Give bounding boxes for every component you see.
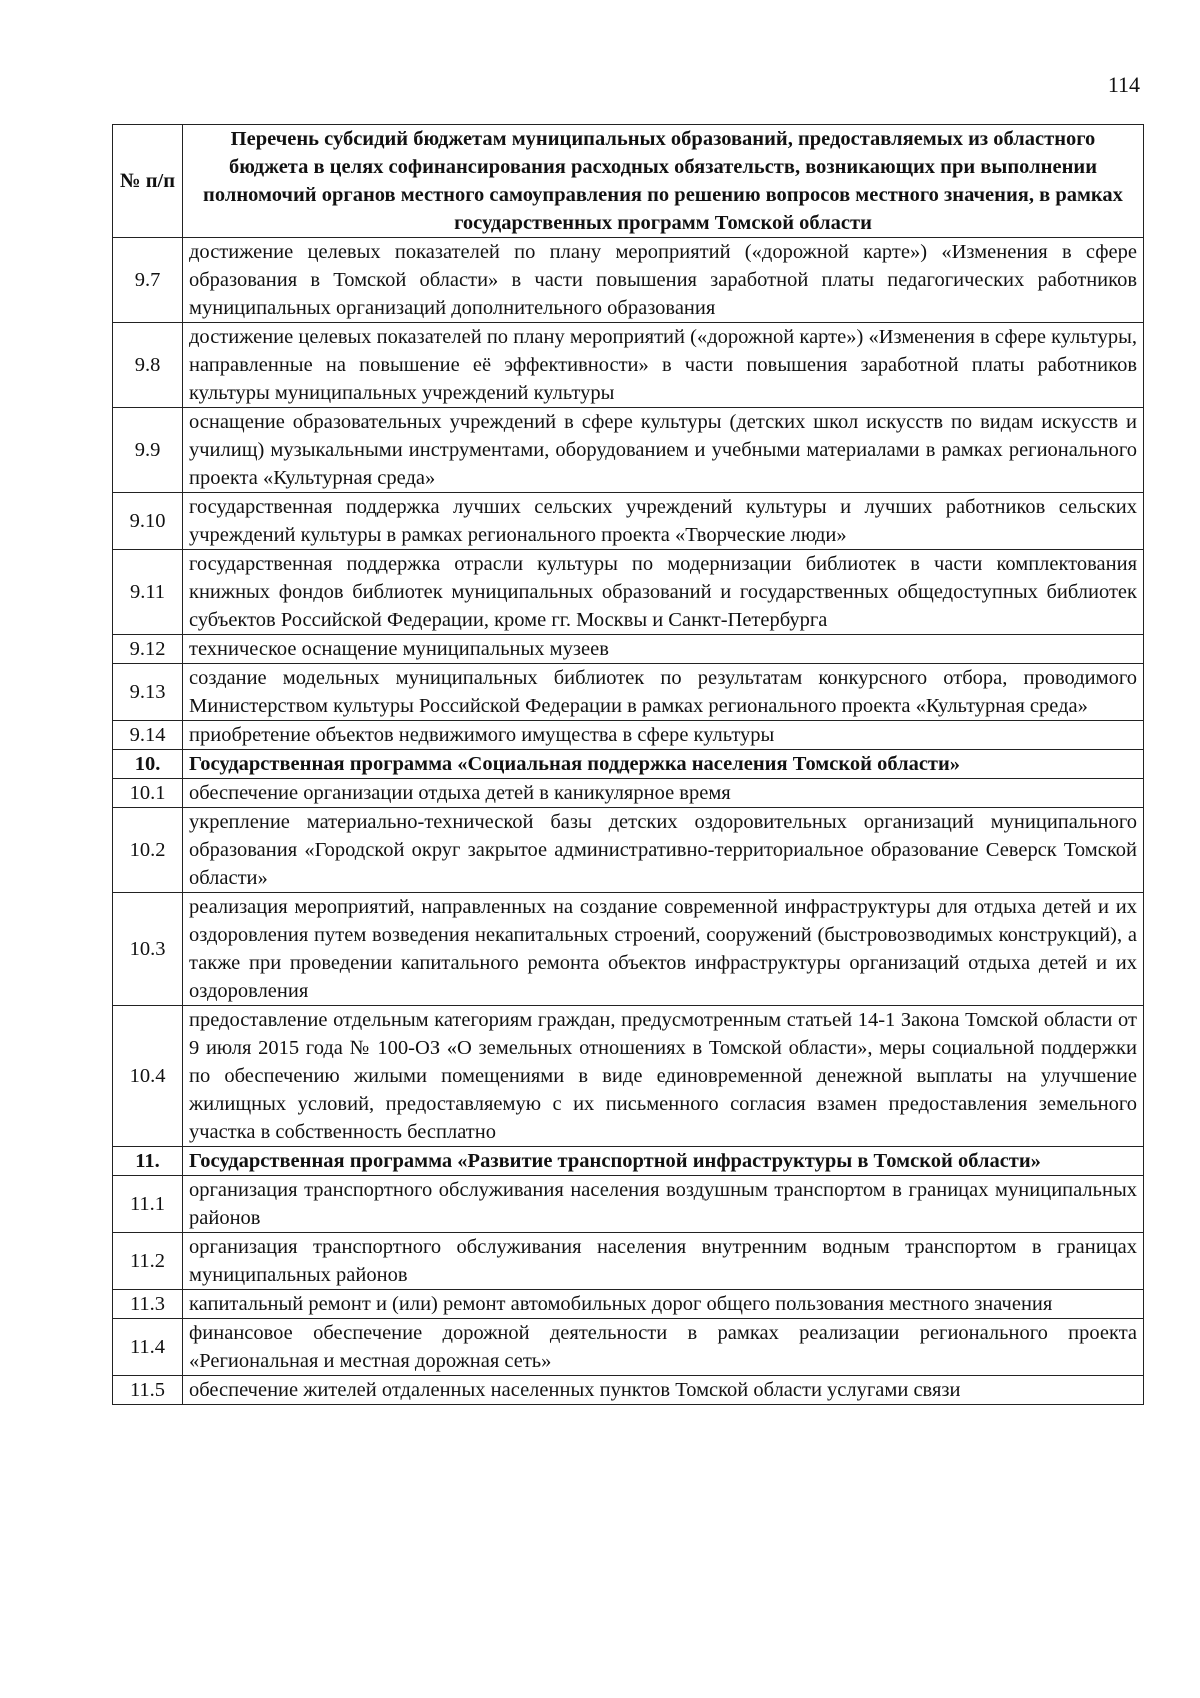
table-row <box>113 1006 1144 1147</box>
table-row <box>113 238 1144 323</box>
subsidies-table <box>112 124 1144 1405</box>
table-row <box>113 550 1144 635</box>
row-number: 9.12 <box>113 635 183 664</box>
row-description: обеспечение жителей отдаленных населенных пунктов Томской области услугами связи <box>183 1376 1144 1405</box>
row-description: укрепление материально-технической базы детских оздоровительных организаций муниципального образования «Городской округ закрытое административно-территориальное образование Северск Томской области» <box>183 808 1144 893</box>
row-number: 10.1 <box>113 779 183 808</box>
row-number: 11.3 <box>113 1290 183 1319</box>
row-description: государственная поддержка лучших сельских учреждений культуры и лучших работников сельских учреждений культуры в рамках регионального проекта «Творческие люди» <box>183 493 1144 550</box>
row-description: организация транспортного обслуживания населения воздушным транспортом в границах муниципальных районов <box>183 1176 1144 1233</box>
row-number: 11.2 <box>113 1233 183 1290</box>
row-number: 9.8 <box>113 323 183 408</box>
row-description: капитальный ремонт и (или) ремонт автомобильных дорог общего пользования местного значения <box>183 1290 1144 1319</box>
row-description: обеспечение организации отдыха детей в каникулярное время <box>183 779 1144 808</box>
row-description: приобретение объектов недвижимого имущества в сфере культуры <box>183 721 1144 750</box>
row-description: организация транспортного обслуживания населения внутренним водным транспортом в границах муниципальных районов <box>183 1233 1144 1290</box>
row-description: достижение целевых показателей по плану мероприятий («дорожной карте») «Изменения в сфере образования в Томской области» в части повышения заработной платы педагогических работников муниципальных организаций дополнительного образования <box>183 238 1144 323</box>
table-body <box>113 238 1144 1405</box>
table-row <box>113 1290 1144 1319</box>
table-row <box>113 664 1144 721</box>
table-row <box>113 893 1144 1006</box>
row-number: 10.3 <box>113 893 183 1006</box>
row-number: 9.13 <box>113 664 183 721</box>
title-column-header: Перечень субсидий бюджетам муниципальных образований, предоставляемых из областного бюджета в целях софинансирования расходных обязательств, возникающих при выполнении полномочий органов местного самоуправления по решению вопросов местного значения, в рамках государственных программ Томской области <box>183 125 1144 238</box>
table-header-row <box>113 125 1144 238</box>
row-number: 10.2 <box>113 808 183 893</box>
row-number: 9.9 <box>113 408 183 493</box>
row-description: финансовое обеспечение дорожной деятельности в рамках реализации регионального проекта «Региональная и местная дорожная сеть» <box>183 1319 1144 1376</box>
table-row <box>113 808 1144 893</box>
row-description: Государственная программа «Социальная поддержка населения Томской области» <box>183 750 1144 779</box>
table-row <box>113 1319 1144 1376</box>
row-description: техническое оснащение муниципальных музеев <box>183 635 1144 664</box>
row-number: 9.10 <box>113 493 183 550</box>
page-number: 114 <box>1107 72 1140 97</box>
table-row <box>113 635 1144 664</box>
section-row <box>113 750 1144 779</box>
row-number: 9.11 <box>113 550 183 635</box>
row-description: предоставление отдельным категориям граждан, предусмотренным статьей 14-1 Закона Томской области от 9 июля 2015 года № 100-ОЗ «О земельных отношениях в Томской области», меры социальной поддержки по обеспечению жилыми помещениями в виде единовременной денежной выплаты на улучшение жилищных условий, предоставляемую с их письменного согласия взамен предоставления земельного участка в собственность бесплатно <box>183 1006 1144 1147</box>
table-row <box>113 721 1144 750</box>
row-number: 10. <box>113 750 183 779</box>
row-description: достижение целевых показателей по плану мероприятий («дорожной карте») «Изменения в сфере культуры, направленные на повышение её эффективности» в части повышения заработной платы работников культуры муниципальных учреждений культуры <box>183 323 1144 408</box>
row-number: 11.4 <box>113 1319 183 1376</box>
section-row <box>113 1147 1144 1176</box>
row-number: 11.1 <box>113 1176 183 1233</box>
table-row <box>113 1233 1144 1290</box>
row-number: 9.7 <box>113 238 183 323</box>
number-column-header: № п/п <box>113 125 183 238</box>
row-number: 9.14 <box>113 721 183 750</box>
row-description: реализация мероприятий, направленных на создание современной инфраструктуры для отдыха детей и их оздоровления путем возведения некапитальных строений, сооружений (быстровозводимых конструкций), а также при проведении капитального ремонта объектов инфраструктуры организаций отдыха детей и их оздоровления <box>183 893 1144 1006</box>
row-description: создание модельных муниципальных библиотек по результатам конкурсного отбора, проводимого Министерством культуры Российской Федерации в рамках регионального проекта «Культурная среда» <box>183 664 1144 721</box>
row-number: 10.4 <box>113 1006 183 1147</box>
table-row <box>113 493 1144 550</box>
table-row <box>113 1376 1144 1405</box>
row-description: Государственная программа «Развитие транспортной инфраструктуры в Томской области» <box>183 1147 1144 1176</box>
row-description: оснащение образовательных учреждений в сфере культуры (детских школ искусств по видам искусств и училищ) музыкальными инструментами, оборудованием и учебными материалами в рамках регионального проекта «Культурная среда» <box>183 408 1144 493</box>
row-number: 11.5 <box>113 1376 183 1405</box>
row-description: государственная поддержка отрасли культуры по модернизации библиотек в части комплектования книжных фондов библиотек муниципальных образований и государственных общедоступных библиотек субъектов Российской Федерации, кроме гг. Москвы и Санкт-Петербурга <box>183 550 1144 635</box>
table-row <box>113 323 1144 408</box>
table-row <box>113 408 1144 493</box>
table-row <box>113 1176 1144 1233</box>
table-row <box>113 779 1144 808</box>
row-number: 11. <box>113 1147 183 1176</box>
